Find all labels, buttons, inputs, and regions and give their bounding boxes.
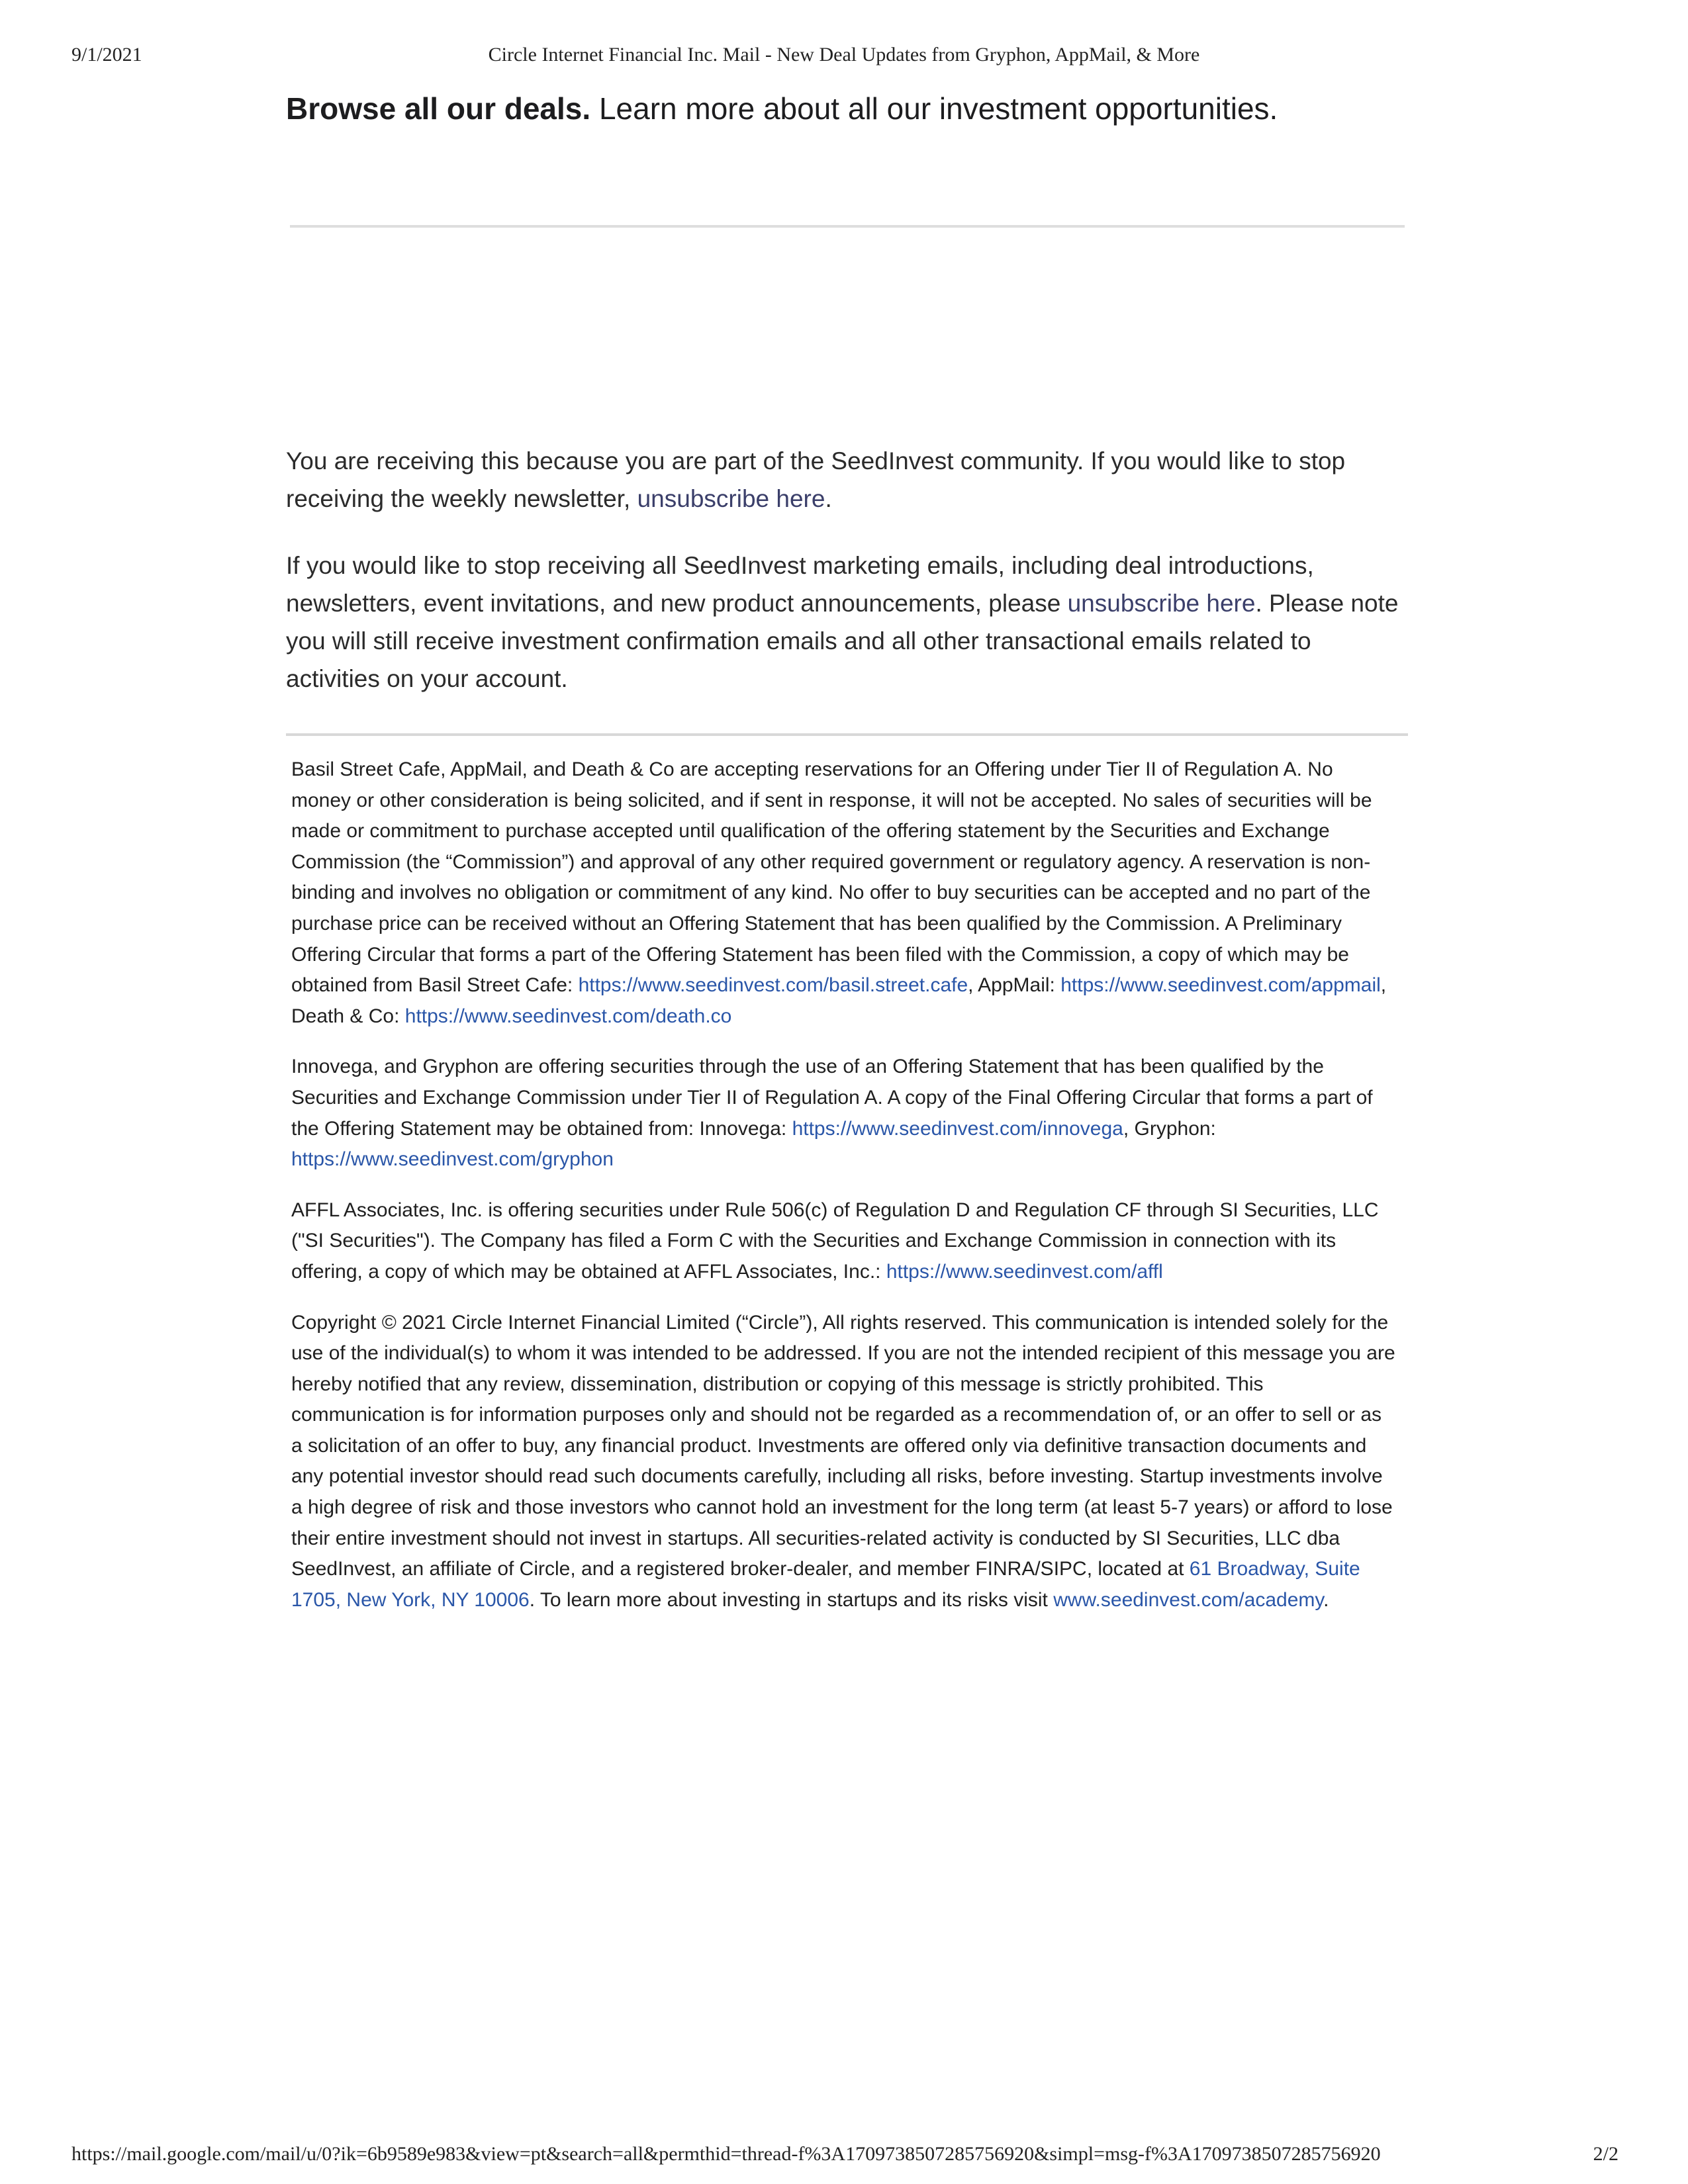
affl-disclaimer: AFFL Associates, Inc. is offering securities under Rule 506(c) of Regulation D and Regulation CF through SI Securities, LLC ("SI Securities"). The Company has filed a Form C with the Securities and Exchange Commission in connection with its offering, a copy of which may be obtained at AFFL Associates, Inc.: https://www.seedinvest.com/affl [291,1199,1379,1283]
newsletter-notice: You are receiving this because you are part of the SeedInvest community. If you would like to stop receiving the weekly newsletter, unsubscribe here. [286,447,1346,512]
basil-street-cafe-link[interactable]: https://www.seedinvest.com/basil.street.cafe [578,974,968,997]
address-link[interactable]: 61 Broadway, Suite 1705, New York, NY 10006 [291,1558,1360,1611]
qualified-offering-disclaimer: Innovega, and Gryphon are offering securities through the use of an Offering Statement that has been qualified by the Securities and Exchange Commission under Tier II of Regulation A. A copy of the Final Offering Circular that forms a part of the Offering Statement may be obtained from: Innovega: https://www.seedinvest.com/innovega, Gryphon: https://www.seedinvest.com/gryphon [291,1056,1373,1171]
browse-deals-line [286,89,1278,128]
legal-disclaimer [291,754,1397,1635]
print-footer [0,2143,1688,2169]
marketing-notice: If you would like to stop receiving all SeedInvest marketing emails, including deal introductions, newsletters, event invitations, and new product announcements, please unsubscribe here. Please note you will still receive investment confirmation emails and all other transactional emails related to activities on your account. [286,552,1399,692]
browse-deals-link[interactable]: Browse all our deals. [286,91,591,126]
academy-link[interactable]: www.seedinvest.com/academy [1053,1588,1324,1611]
copyright-disclaimer: Copyright © 2021 Circle Internet Financial Limited (“Circle”), All rights reserved. This communication is intended solely for the use of the individual(s) to whom it was intended to be addressed. If you are not the intended recipient of this message you are hereby notified that any review, dissemination, distribution or copying of this message is strictly prohibited. This communication is for information purposes only and should not be regarded as a recommendation of, or an offer to sell or as a solicitation of an offer to buy, any financial product. Investments are offered only via definitive transaction documents and any potential investor should read such documents carefully, including all risks, before investing. Startup investments involve a high degree of risk and those investors who cannot hold an investment for the long term (at least 5-7 years) or afford to lose their entire investment should not invest in startups. All securities-related activity is conducted by SI Securities, LLC dba SeedInvest, an affiliate of Circle, and a registered broker-dealer, and member FINRA/SIPC, located at 61 Broadway, Suite 1705, New York, NY 10006. To learn more about investing in startups and its risks visit www.seedinvest.com/academy. [291,1311,1395,1611]
print-date: 9/1/2021 [71,44,142,66]
subscription-notice [286,442,1405,727]
unsubscribe-newsletter-link[interactable]: unsubscribe here [637,485,825,512]
unsubscribe-all-link[interactable]: unsubscribe here [1067,590,1256,617]
reg-a-reservation-disclaimer: Basil Street Cafe, AppMail, and Death & Co are accepting reservations for an Offering under Tier II of Regulation A. No money or other consideration is being solicited, and if sent in response, it will not be accepted. No sales of securities will be made or commitment to purchase accepted until qualification of the offering statement by the Securities and Exchange Commission (the “Commission”) and approval of any other required government or regulatory agency. A reservation is non-binding and involves no obligation or commitment of any kind. No offer to buy securities can be accepted and no part of the purchase price can be received without an Offering Statement that has been qualified by the Commission. A Preliminary Offering Circular that forms a part of the Offering Statement has been filed with the Commission, a copy of which may be obtained from Basil Street Cafe: https://www.seedinvest.com/basil.street.cafe, AppMail: https://www.seedinvest.com/appmail, Death & Co: https://www.seedinvest.com/death.co [291,758,1387,1027]
print-title: Circle Internet Financial Inc. Mail - New Deal Updates from Gryphon, AppMail, & More [488,44,1200,66]
page-number: 2/2 [1593,2143,1618,2165]
print-url: https://mail.google.com/mail/u/0?ik=6b9589e983&view=pt&search=all&permthid=thread-f%3A1709738507285756920&simpl=msg-f%3A1709738507285756920 [71,2143,1381,2165]
death-co-link[interactable]: https://www.seedinvest.com/death.co [404,1005,732,1027]
browse-deals-text: Learn more about all our investment opportunities. [590,91,1278,126]
legal-divider [286,733,1408,736]
gryphon-link[interactable]: https://www.seedinvest.com/gryphon [291,1148,614,1171]
appmail-link[interactable]: https://www.seedinvest.com/appmail [1060,974,1381,997]
innovega-link[interactable]: https://www.seedinvest.com/innovega [792,1117,1123,1140]
print-header [0,44,1688,70]
affl-link[interactable]: https://www.seedinvest.com/affl [886,1260,1163,1283]
section-divider [290,225,1405,228]
